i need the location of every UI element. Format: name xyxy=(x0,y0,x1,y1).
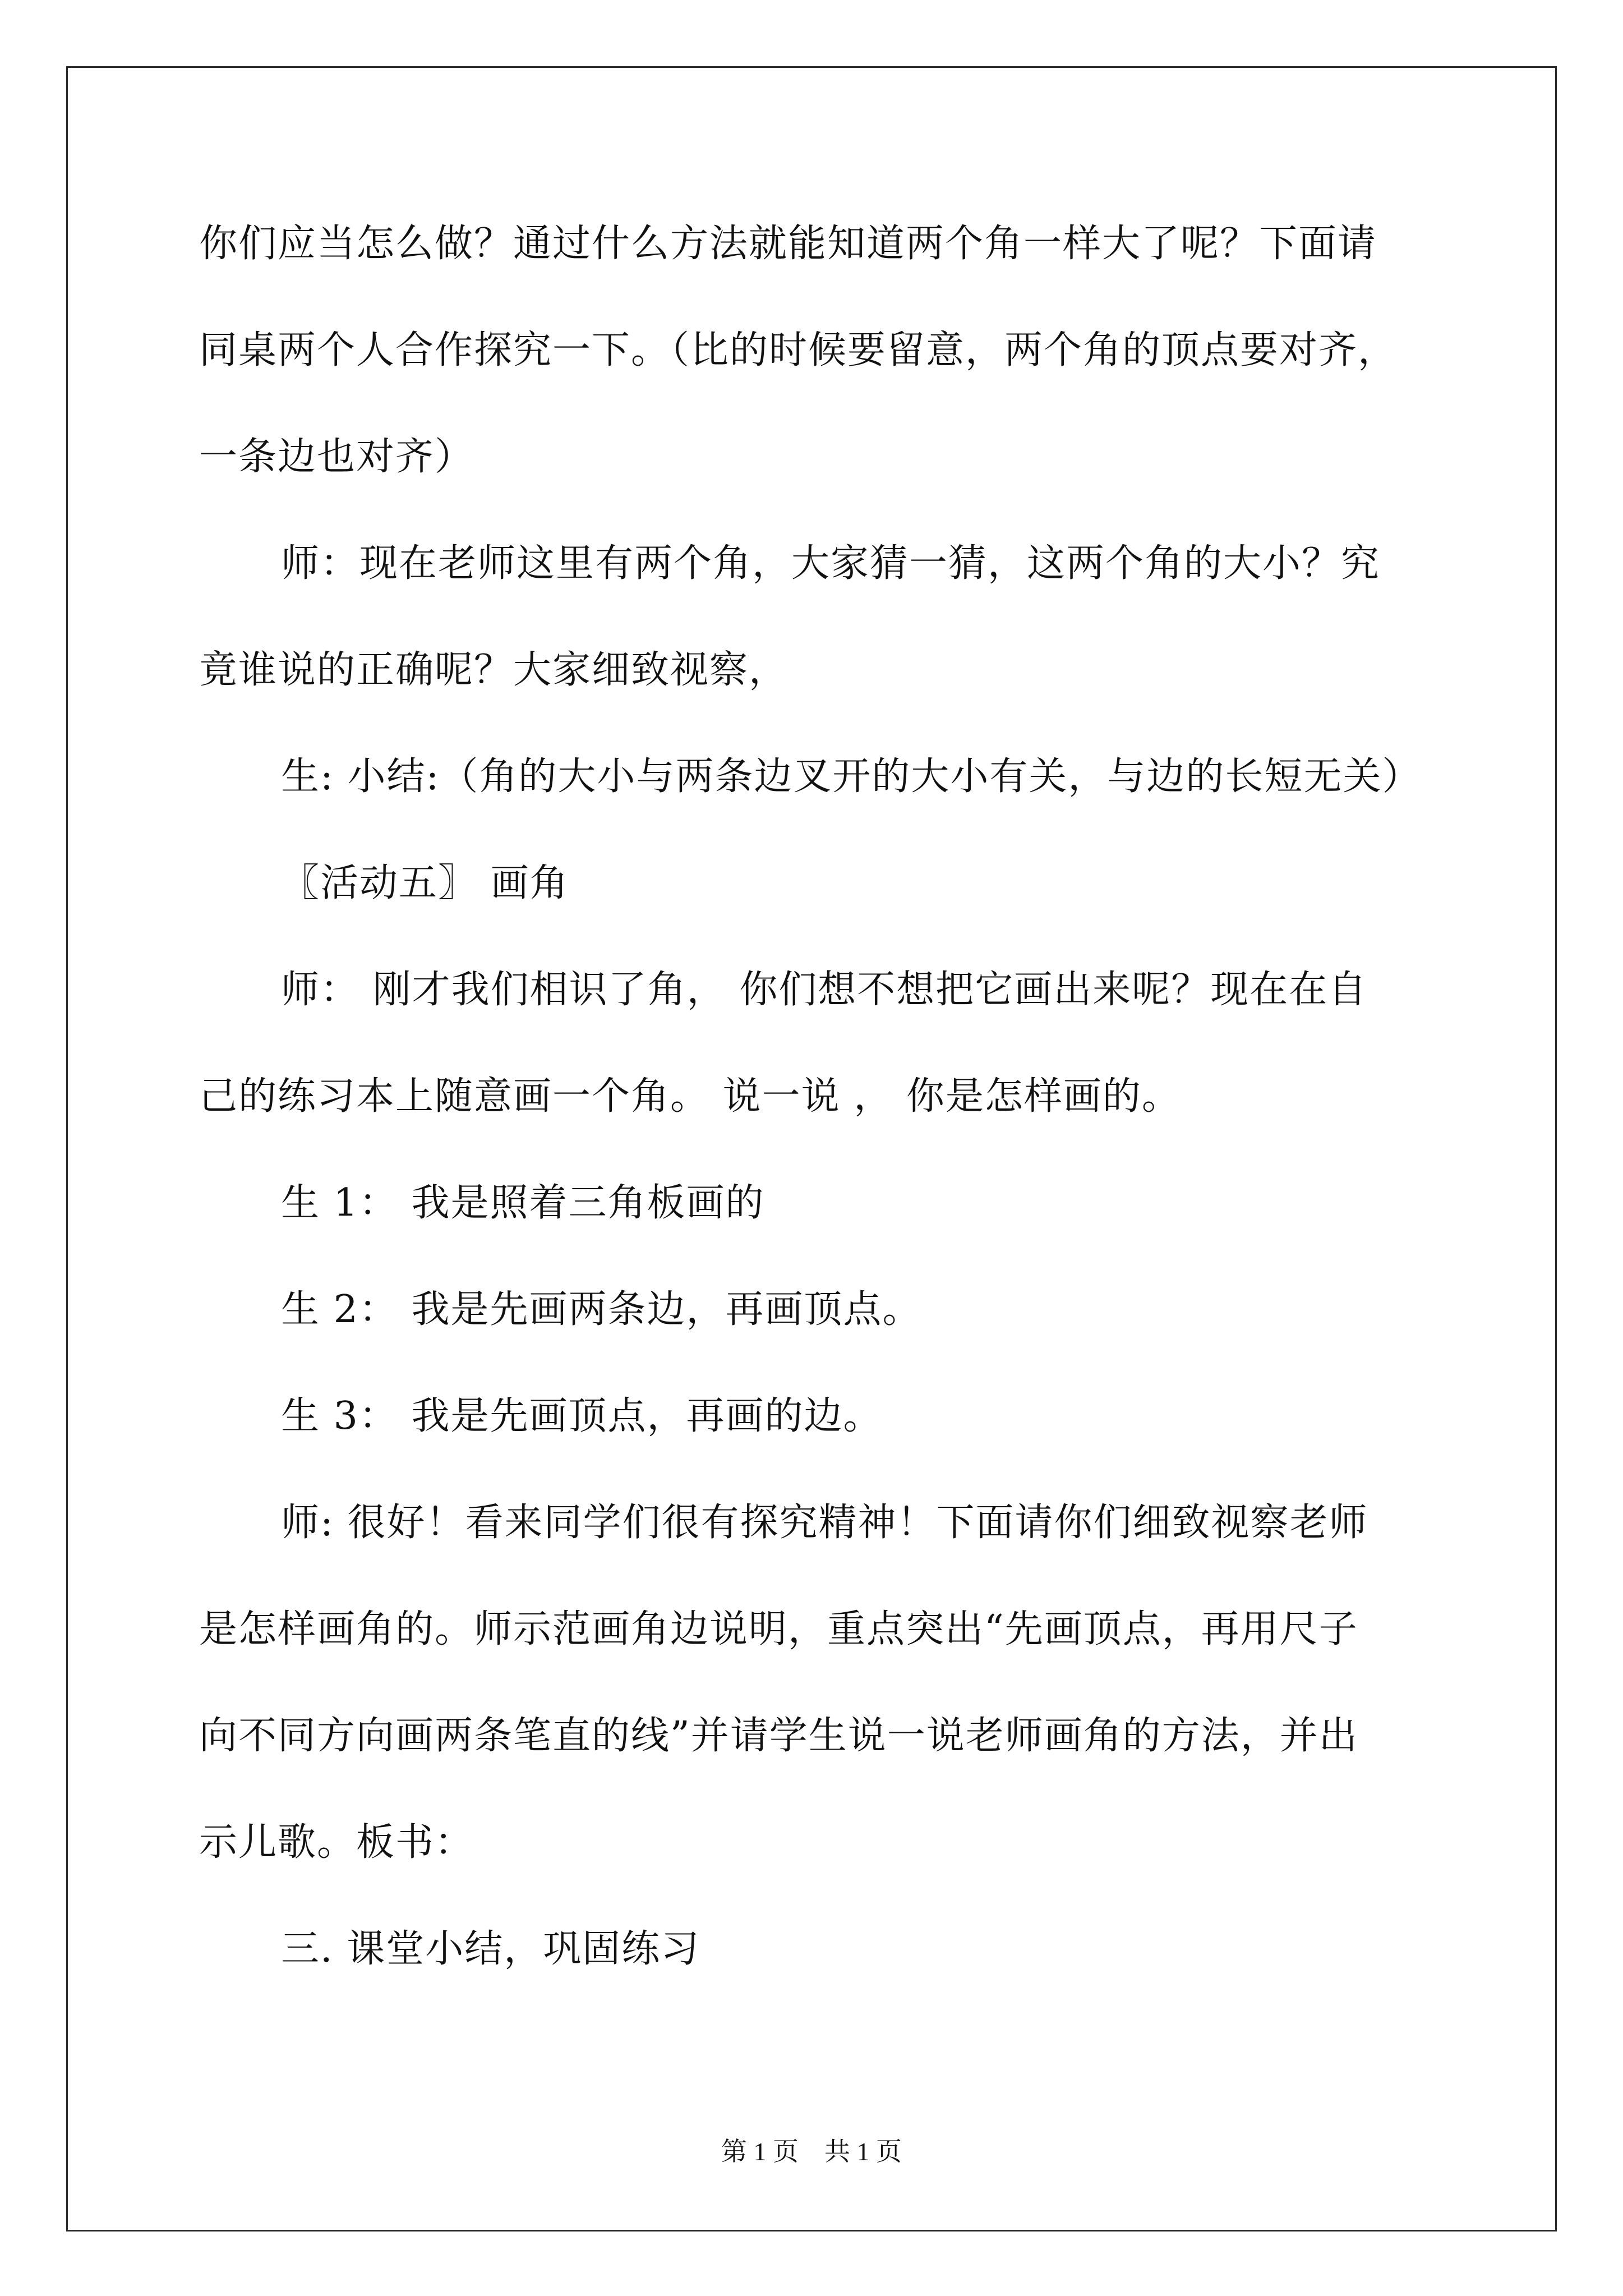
text-line: 是怎样画角的。师示范画角边说明，重点突出“先画顶点，再用尺子 xyxy=(199,1607,1358,1651)
text-line: 一条边也对齐） xyxy=(199,435,474,479)
document-body xyxy=(199,216,1422,2028)
text-line: 〖活动五〗 画角 xyxy=(281,861,569,905)
text-line: 同桌两个人合作探究一下。（比的时候要留意，两个角的顶点要对齐， xyxy=(199,328,1398,372)
page-footer: 第 1 页 共 1 页 xyxy=(721,2137,902,2166)
text-line: 你们应当怎么做？通过什么方法就能知道两个角一样大了呢？下面请 xyxy=(199,222,1377,266)
text-line: 生 2： 我是先画两条边，再画顶点。 xyxy=(281,1287,922,1332)
text-line: 师: 很好！看来同学们很有探究精神！下面请你们细致视察老师 xyxy=(281,1501,1368,1545)
text-line: 己的练习本上随意画一个角。 说一说 ， 你是怎样画的。 xyxy=(199,1074,1181,1119)
text-line: 示儿歌。板书： xyxy=(199,1820,474,1865)
text-line: 生: 小结:（角的大小与两条边叉开的大小有关，与边的长短无关） xyxy=(281,754,1422,799)
text-line: 竟谁说的正确呢？大家细致视察， xyxy=(199,648,789,692)
text-line: 生 3： 我是先画顶点，再画的边。 xyxy=(281,1394,883,1438)
text-line: 师：现在老师这里有两个角，大家猜一猜，这两个角的大小？究 xyxy=(281,541,1381,586)
text-line: 师： 刚才我们相识了角， 你们想不想把它画出来呢？现在在自 xyxy=(281,968,1368,1012)
text-line: 生 1： 我是照着三角板画的 xyxy=(281,1181,765,1225)
text-line: 三. 课堂小结，巩固练习 xyxy=(281,1927,700,1971)
text-line: 向不同方向画两条笔直的线”并请学生说一说老师画角的方法，并出 xyxy=(199,1714,1358,1758)
